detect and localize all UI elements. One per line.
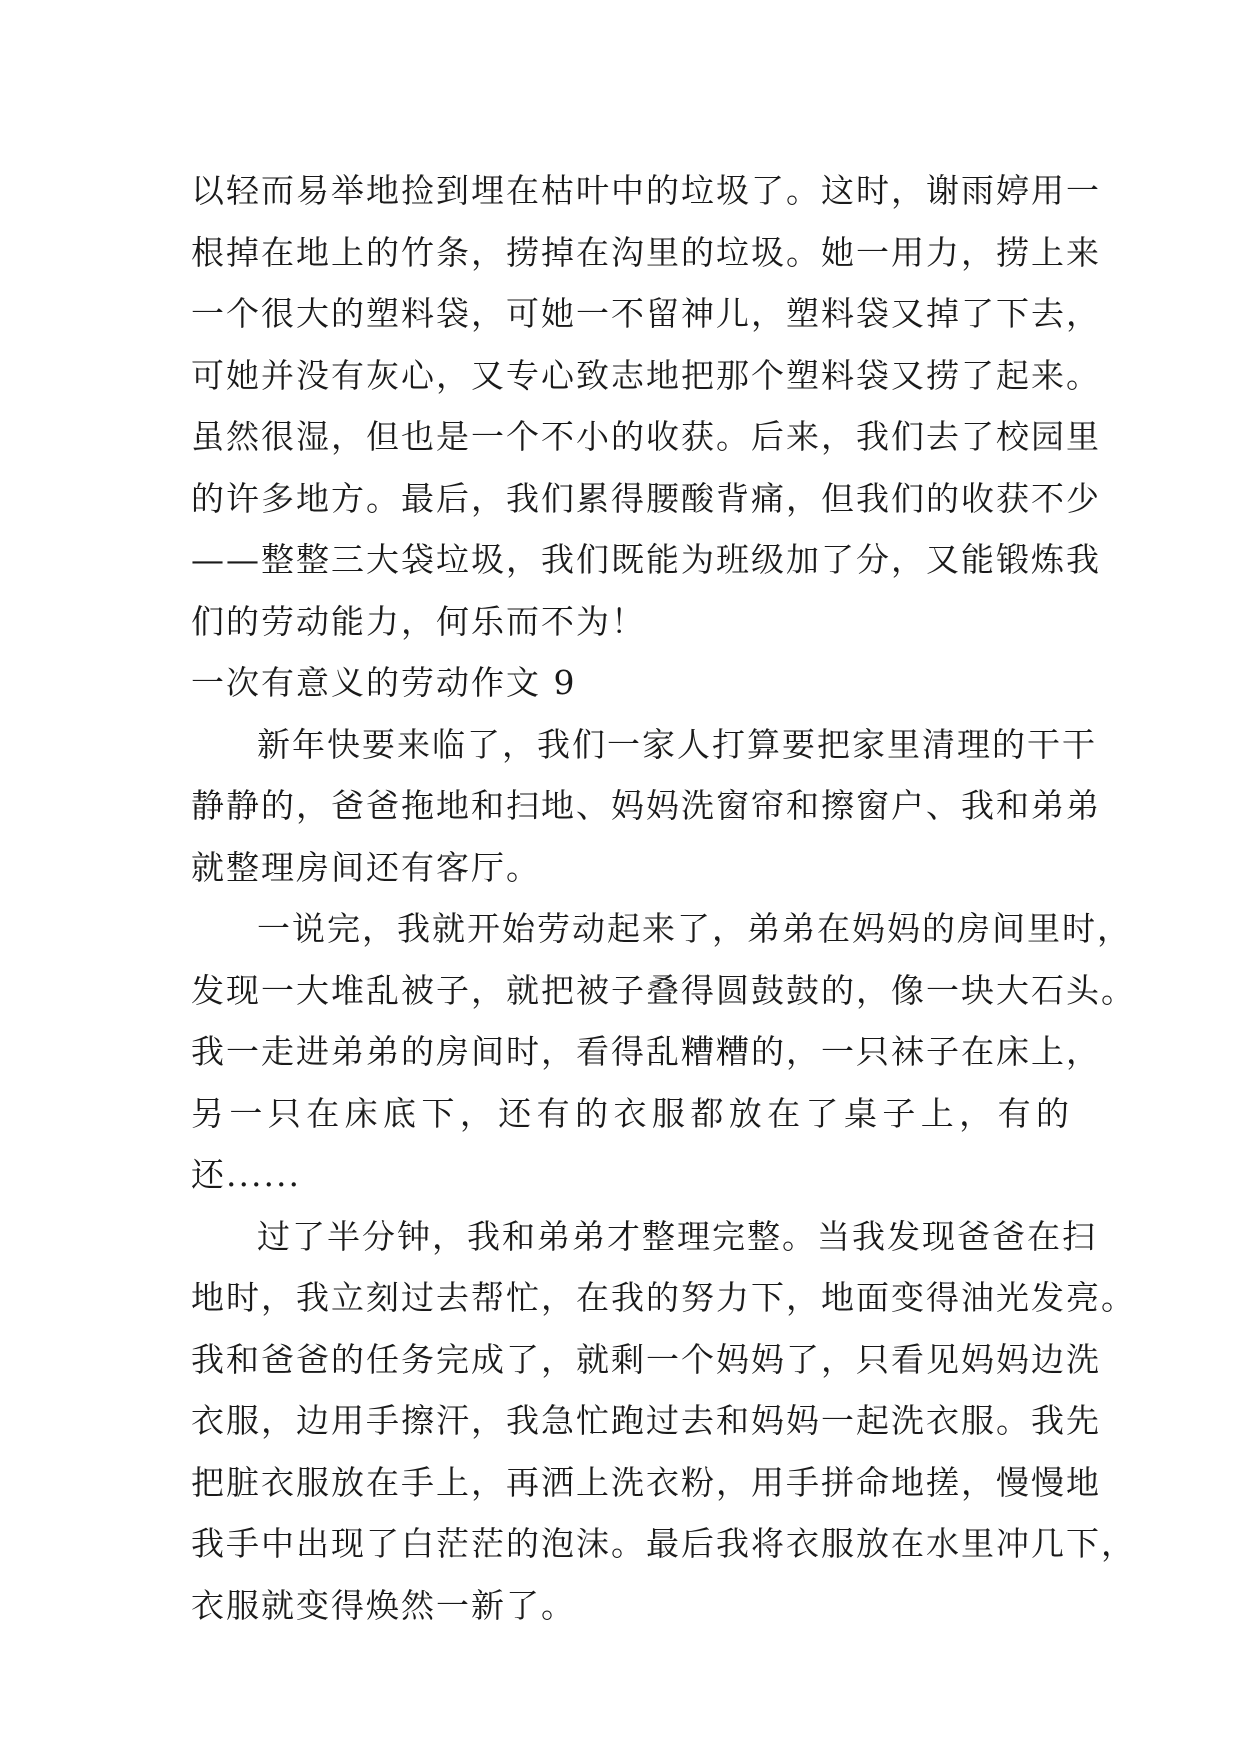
text-line: 以轻而易举地捡到埋在枯叶中的垃圾了。这时，谢雨婷用一 (191, 171, 1101, 210)
text-line: 另一只在床底下，还有的衣服都放在了桌子上，有的 (191, 1093, 1071, 1133)
text-line: 一说完，我就开始劳动起来了，弟弟在妈妈的房间里时， (257, 909, 1132, 948)
text-line: 虽然很湿，但也是一个不小的收获。后来，我们去了校园里 (191, 417, 1101, 456)
text-line: 新年快要来临了，我们一家人打算要把家里清理的干干 (257, 724, 1097, 764)
document-body (191, 160, 1136, 1636)
text-line: 静静的，爸爸拖地和扫地、妈妈洗窗帘和擦窗户、我和弟弟 (191, 786, 1101, 825)
section-title: 一次有意义的劳动作文 9 (191, 663, 577, 702)
text-line: ——整整三大袋垃圾，我们既能为班级加了分，又能锻炼我 (191, 540, 1101, 579)
text-line: 衣服就变得焕然一新了。 (191, 1585, 576, 1625)
text-line: 我一走进弟弟的房间时，看得乱糟糟的，一只袜子在床上， (191, 1032, 1101, 1071)
text-line: 一个很大的塑料袋，可她一不留神儿，塑料袋又掉了下去， (191, 294, 1101, 333)
paragraph-2 (191, 714, 1101, 899)
paragraph-4 (191, 1206, 1136, 1637)
paragraph-1 (191, 160, 1101, 652)
text-line: 我手中出现了白茫茫的泡沫。最后我将衣服放在水里冲几下， (191, 1524, 1136, 1563)
text-line: 衣服，边用手擦汗，我急忙跑过去和妈妈一起洗衣服。我先 (191, 1401, 1101, 1440)
text-line: 把脏衣服放在手上，再洒上洗衣粉，用手拼命地搓，慢慢地 (191, 1462, 1101, 1502)
text-line: 地时，我立刻过去帮忙，在我的努力下，地面变得油光发亮。 (191, 1278, 1136, 1317)
text-line: 发现一大堆乱被子，就把被子叠得圆鼓鼓的，像一块大石头。 (191, 970, 1136, 1010)
text-line: 我和爸爸的任务完成了，就剩一个妈妈了，只看见妈妈边洗 (191, 1339, 1101, 1379)
text-line: 根掉在地上的竹条，捞掉在沟里的垃圾。她一用力，捞上来 (191, 232, 1101, 272)
paragraph-3 (191, 898, 1136, 1206)
text-line: 就整理房间还有客厅。 (191, 847, 541, 887)
text-line: 还...... (191, 1155, 301, 1194)
text-line: 的许多地方。最后，我们累得腰酸背痛，但我们的收获不少 (191, 478, 1101, 518)
text-line: 过了半分钟，我和弟弟才整理完整。当我发现爸爸在扫 (257, 1216, 1097, 1256)
text-line: 们的劳动能力，何乐而不为！ (191, 601, 646, 641)
text-line: 可她并没有灰心，又专心致志地把那个塑料袋又捞了起来。 (191, 355, 1101, 395)
